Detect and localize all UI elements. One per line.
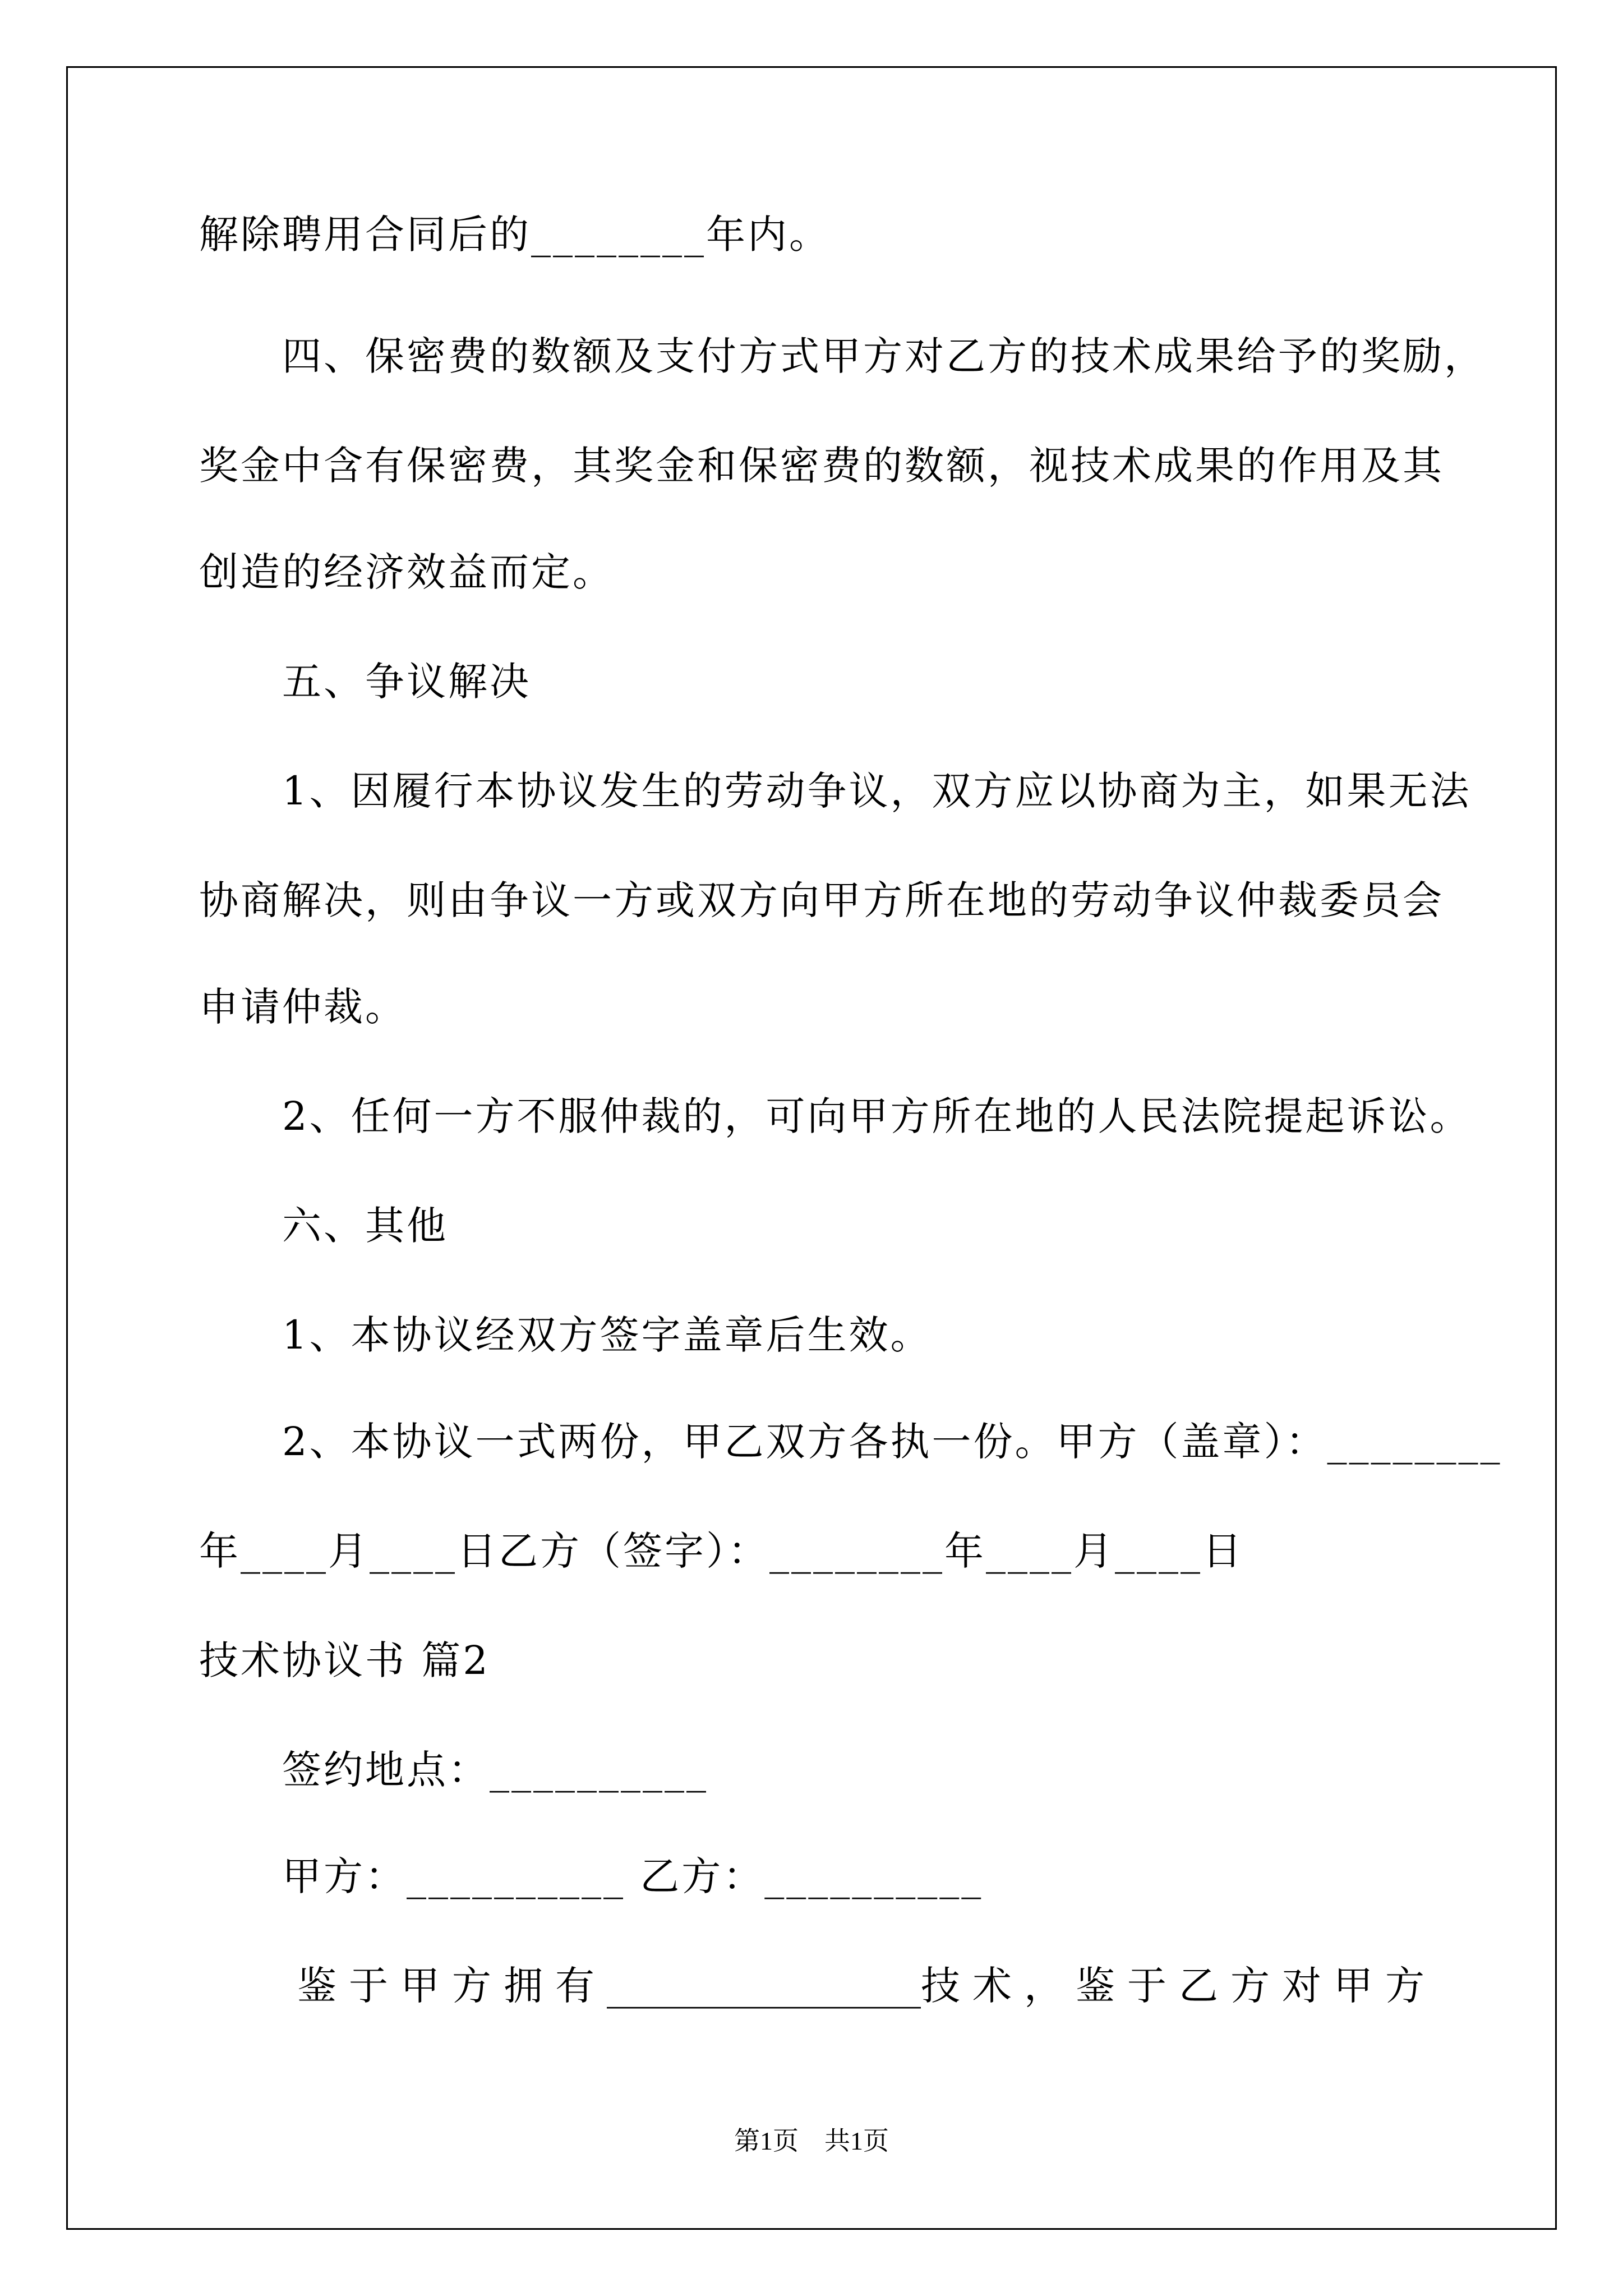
recital-line	[297, 1958, 1437, 2014]
section-five-heading: 五、争议解决	[282, 659, 531, 705]
parties-line: 甲方：__________ 乙方：__________	[282, 1853, 984, 1899]
recital-part-2: 技术，鉴于乙方对甲方	[921, 1963, 1437, 2009]
recital-blank: ________________	[607, 1963, 921, 2009]
section-six-heading: 六、其他	[282, 1203, 448, 1249]
text-line-9: 2、任何一方不服仲裁的，可向甲方所在地的人民法院提起诉讼。	[282, 1093, 1472, 1139]
text-line-4: 创造的经济效益而定。	[199, 549, 614, 595]
signature-date-line: 年____月____日乙方（签字）：________年____月____日	[199, 1528, 1244, 1574]
page-border	[66, 66, 1557, 2230]
section-title: 技术协议书 篇2	[199, 1637, 490, 1683]
text-line-11: 1、本协议经双方签字盖章后生效。	[282, 1312, 932, 1358]
text-line-8: 申请仲裁。	[199, 984, 407, 1030]
text-line-12: 2、本协议一式两份，甲乙双方各执一份。甲方（盖章）：________	[282, 1419, 1502, 1465]
signing-location-line: 签约地点：__________	[282, 1747, 708, 1793]
text-line-6: 1、因履行本协议发生的劳动争议，双方应以协商为主，如果无法	[282, 768, 1472, 814]
recital-part-1: 鉴于甲方拥有	[297, 1963, 607, 2009]
text-line-7: 协商解决，则由争议一方或双方向甲方所在地的劳动争议仲裁委员会	[199, 877, 1444, 923]
text-line-3: 奖金中含有保密费，其奖金和保密费的数额，视技术成果的作用及其	[199, 443, 1444, 489]
section-four-heading: 四、保密费的数额及支付方式甲方对乙方的技术成果给予的奖励，	[282, 333, 1486, 379]
text-line-1: 解除聘用合同后的________年内。	[199, 211, 831, 257]
page-footer: 第1页 共1页	[734, 2127, 889, 2155]
